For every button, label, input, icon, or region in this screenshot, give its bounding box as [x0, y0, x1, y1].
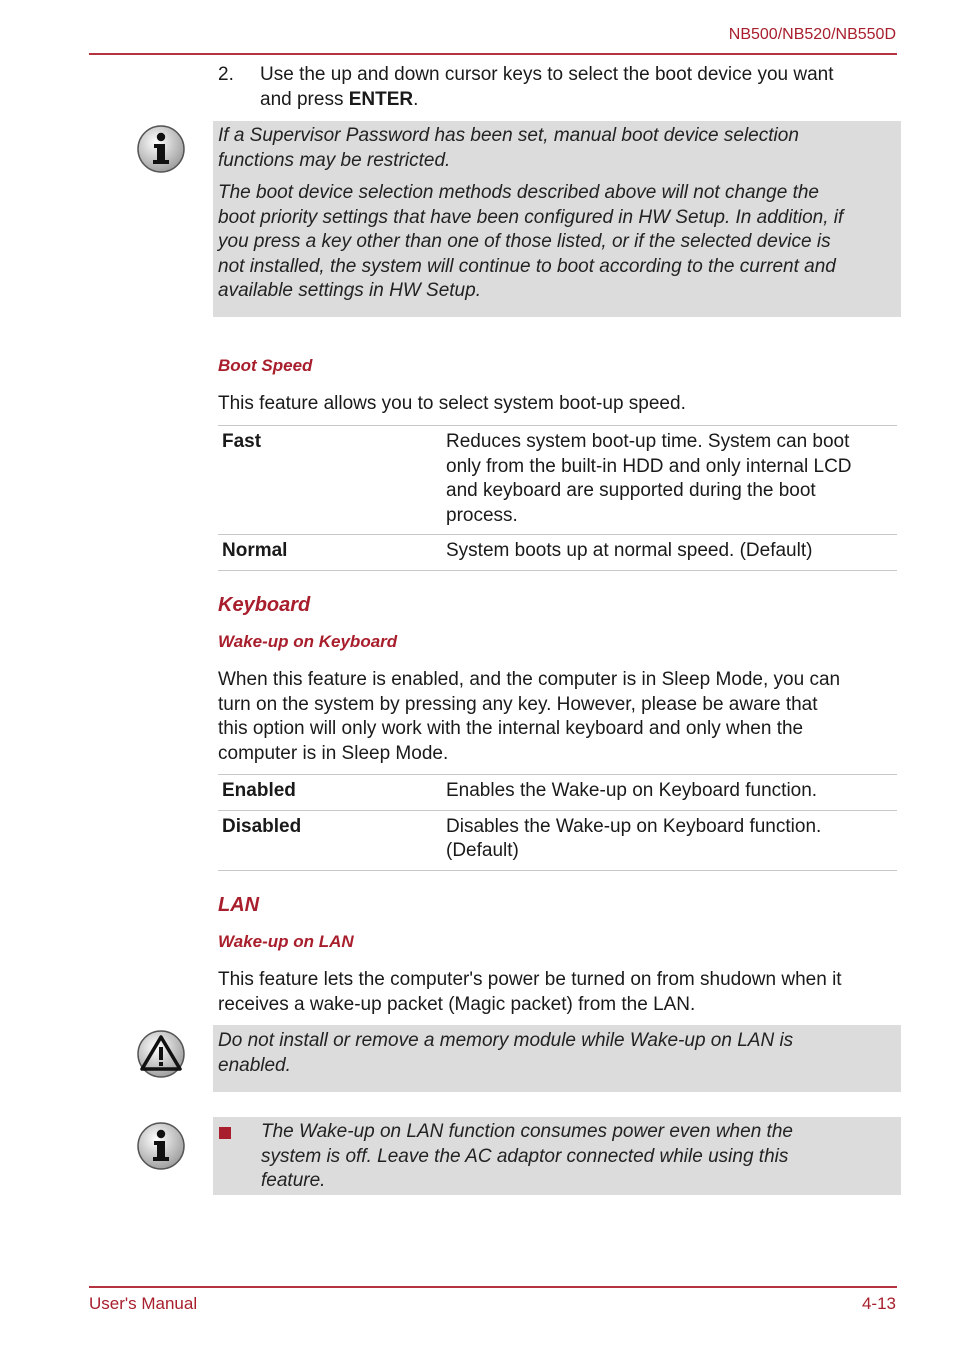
step-line-2-prefix: and press [260, 88, 349, 110]
step-line-2-suffix: . [413, 88, 419, 110]
desc-line: and keyboard are supported during the boot [446, 480, 816, 501]
caution-line: Do not install or remove a memory module while Wake-up on LAN is [218, 1030, 794, 1051]
intro-line: This feature lets the computer's power be turned on from shudown when it [218, 969, 842, 990]
caution-text [218, 1029, 793, 1078]
keyboard-table [218, 774, 897, 871]
note-boot-priority-text [218, 181, 843, 304]
desc-line: Reduces system boot-up time. System can boot [446, 431, 850, 452]
keyboard-heading: Keyboard [218, 594, 311, 616]
info-icon [136, 124, 186, 174]
intro-line: When this feature is enabled, and the computer is in Sleep Mode, you can [218, 669, 841, 690]
boot-speed-intro: This feature allows you to select system boot-up speed. [218, 393, 686, 414]
bullet-square-icon [219, 1127, 231, 1139]
step-number: 2. [218, 64, 234, 85]
option-desc [442, 775, 897, 811]
step-text [260, 63, 834, 112]
step-line-1: Use the up and down cursor keys to select the boot device you want [260, 64, 834, 85]
lan-power-note-text [261, 1120, 793, 1194]
header-model: NB500/NB520/NB550D [728, 26, 896, 43]
table-row [218, 426, 897, 535]
note-line: not installed, the system will continue to boot according to the current and [218, 255, 836, 277]
desc-line: Disables the Wake-up on Keyboard function. [446, 815, 822, 837]
table-row [218, 810, 897, 870]
footer-rule [89, 1286, 897, 1288]
info-icon [136, 1121, 186, 1171]
intro-line: this option will only work with the internal keyboard and only when the [218, 718, 804, 739]
wake-lan-subheading: Wake-up on LAN [218, 932, 354, 951]
boot-speed-table [218, 425, 897, 571]
note-line: The Wake-up on LAN function consumes power even when the [261, 1121, 793, 1142]
desc-line: (Default) [446, 840, 519, 861]
note-line: boot priority settings that have been configured in HW Setup. In addition, if [218, 206, 844, 228]
wake-keyboard-subheading: Wake-up on Keyboard [218, 632, 398, 651]
enter-key-label: ENTER [348, 88, 414, 110]
intro-line: turn on the system by pressing any key. However, please be aware that [218, 693, 818, 715]
intro-line: computer is in Sleep Mode. [218, 742, 449, 764]
caution-icon [136, 1029, 186, 1079]
note-supervisor-text [218, 124, 799, 173]
desc-line: process. [446, 504, 518, 526]
option-desc [442, 810, 897, 870]
lan-heading: LAN [218, 894, 260, 916]
caution-line: enabled. [218, 1054, 291, 1076]
desc-line: only from the built-in HDD and only internal LCD [446, 455, 852, 477]
step-line-2 [260, 88, 834, 113]
boot-speed-heading: Boot Speed [218, 356, 313, 375]
note-line: available settings in HW Setup. [218, 280, 481, 301]
option-key: Fast [218, 426, 442, 535]
option-key: Normal [218, 535, 442, 571]
table-row [218, 775, 897, 811]
desc-line: System boots up at normal speed. (Default) [446, 540, 813, 561]
table-row [218, 535, 897, 571]
footer-page-number: 4-13 [861, 1294, 896, 1313]
desc-line: Enables the Wake-up on Keyboard function. [446, 780, 818, 801]
option-desc [442, 535, 897, 571]
footer-manual-title: User's Manual [89, 1294, 198, 1313]
note-line: The boot device selection methods described above will not change the [218, 182, 819, 203]
note-line: you press a key other than one of those listed, or if the selected device is [218, 231, 831, 252]
note-line: system is off. Leave the AC adaptor connected while using this [261, 1145, 789, 1167]
intro-line: receives a wake-up packet (Magic packet) from the LAN. [218, 993, 696, 1015]
keyboard-intro [218, 668, 840, 766]
note-line: feature. [261, 1170, 326, 1191]
header-rule [89, 53, 897, 55]
option-key: Enabled [218, 775, 442, 811]
option-desc [442, 426, 897, 535]
option-key: Disabled [218, 810, 442, 870]
lan-intro [218, 968, 842, 1017]
note-line: If a Supervisor Password has been set, manual boot device selection [218, 125, 799, 146]
note-line: functions may be restricted. [218, 149, 451, 171]
